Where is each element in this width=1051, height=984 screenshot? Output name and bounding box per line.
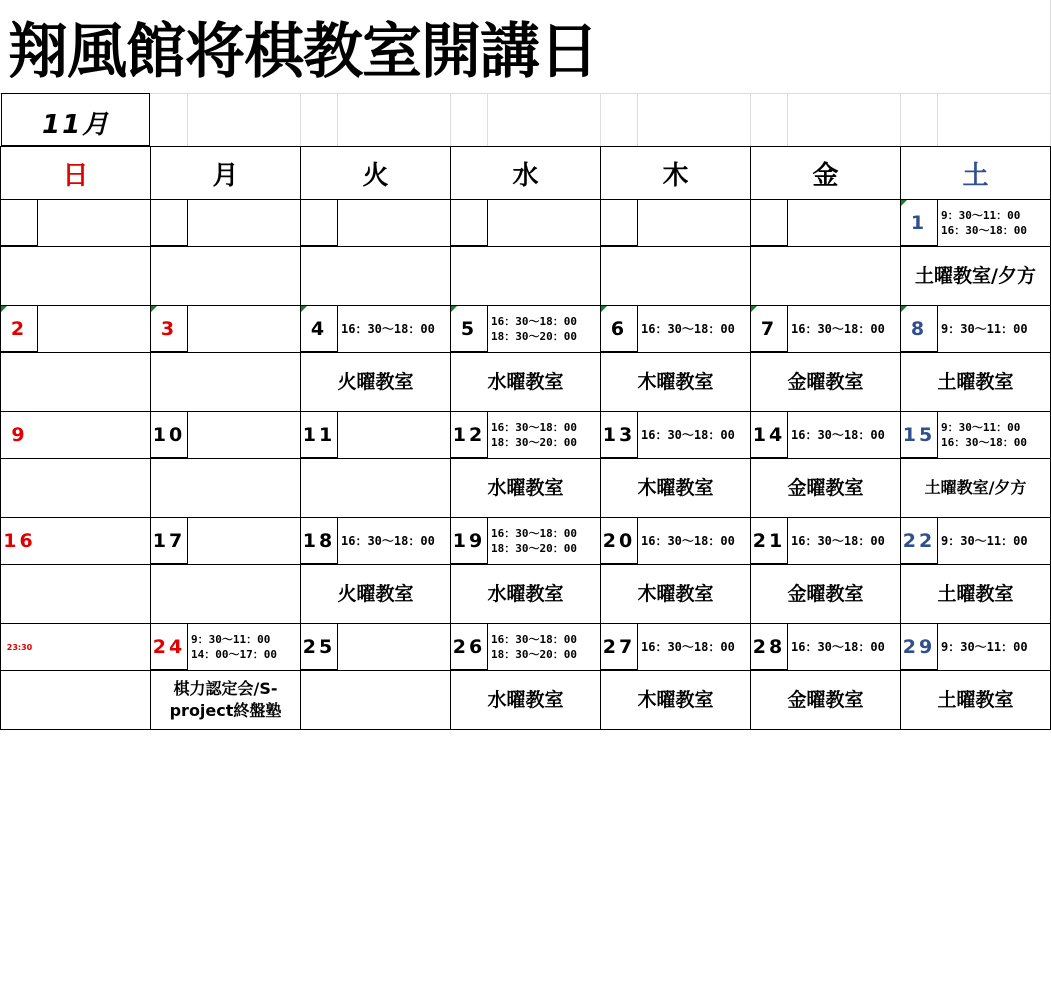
time-slots: [791, 518, 898, 564]
time-slot: 16：30～18：00: [491, 527, 577, 540]
day-cell: [150, 623, 301, 730]
time-slots: [941, 200, 1048, 246]
day-number: [1, 200, 38, 246]
day-number: 6: [601, 306, 638, 352]
day-number: 8: [901, 306, 938, 352]
time-slot: 16：30～18：00: [491, 315, 577, 328]
cell-divider: [151, 352, 300, 353]
cell-comment-marker: [1, 306, 7, 312]
day-number: 15: [901, 412, 938, 458]
time-slot: 16：30～18：00: [641, 427, 735, 442]
cell-divider: [151, 458, 300, 459]
day-number: 17: [151, 518, 188, 564]
time-slot: 18：30～20：00: [491, 436, 577, 449]
day-cell: [750, 411, 901, 518]
day-cell: [150, 199, 301, 306]
cell-divider: [301, 670, 450, 671]
time-slots: [791, 306, 898, 352]
day-cell: [450, 411, 601, 518]
time-slot: 16：30～18：00: [791, 321, 885, 336]
day-cell: [900, 305, 1051, 412]
weekday-header-thu: 木: [600, 146, 751, 200]
day-number: 19: [451, 518, 488, 564]
cell-divider: [151, 246, 300, 247]
class-label: 木曜教室: [637, 371, 714, 393]
cell-divider: [1, 458, 150, 459]
day-number: 12: [451, 412, 488, 458]
cell-comment-marker: [901, 200, 907, 206]
day-cell: [450, 517, 601, 624]
day-number: [301, 200, 338, 246]
day-cell: [900, 623, 1051, 730]
day-number: 27: [601, 624, 638, 670]
day-cell: [750, 199, 901, 306]
class-label: 金曜教室: [787, 583, 864, 605]
day-number: 7: [751, 306, 788, 352]
time-slots: [491, 518, 598, 564]
class-label: 火曜教室: [337, 371, 414, 393]
cell-comment-marker: [601, 306, 607, 312]
time-slots: [941, 412, 1048, 458]
time-slot: 18：30～20：00: [491, 542, 577, 555]
day-number: 21: [751, 518, 788, 564]
day-number: 20: [601, 518, 638, 564]
time-slot: 16：30～18：00: [341, 321, 435, 336]
day-cell: [300, 517, 451, 624]
day-cell: [450, 623, 601, 730]
time-slot: 9：30～11：00: [941, 639, 1028, 654]
day-number: 24: [151, 624, 188, 670]
day-cell: [0, 517, 151, 624]
time-slots: [491, 412, 598, 458]
time-slot: 16：30～18：00: [491, 633, 577, 646]
cell-divider: [301, 246, 450, 247]
day-cell: [600, 623, 751, 730]
day-cell: [600, 305, 751, 412]
day-cell: [0, 411, 151, 518]
time-slots: [641, 412, 748, 458]
day-number: 2: [1, 306, 38, 352]
time-slots: [641, 306, 748, 352]
day-cell: [150, 517, 301, 624]
day-cell: [600, 517, 751, 624]
class-label: 水曜教室: [487, 477, 564, 499]
time-slots: [341, 306, 448, 352]
day-cell: [900, 199, 1051, 306]
day-number: [601, 200, 638, 246]
cell-divider: [751, 246, 900, 247]
cell-comment-marker: [751, 306, 757, 312]
class-label: 火曜教室: [337, 583, 414, 605]
time-slots: [941, 624, 1048, 670]
day-number: 1: [901, 200, 938, 246]
day-number: 9: [11, 424, 28, 446]
class-label: 金曜教室: [787, 689, 864, 711]
class-label: 土曜教室/夕方: [924, 478, 1027, 497]
day-cell: [750, 623, 901, 730]
day-number: 14: [751, 412, 788, 458]
cell-divider: [1, 246, 150, 247]
day-cell: [150, 411, 301, 518]
day-cell: [0, 199, 151, 306]
time-slot: 16：30～18：00: [791, 639, 885, 654]
day-number: 22: [901, 518, 938, 564]
time-slots: [941, 518, 1048, 564]
time-slot: 16：30～18：00: [491, 421, 577, 434]
weekday-header-wed: 水: [450, 146, 601, 200]
cell-divider: [1, 670, 150, 671]
day-cell: [300, 199, 451, 306]
calendar-grid: [0, 146, 1051, 730]
weekday-header-mon: 月: [150, 146, 301, 200]
time-slot: 16：30～18：00: [941, 224, 1027, 237]
time-slot: 16：30～18：00: [791, 427, 885, 442]
day-cell: [0, 623, 151, 730]
day-cell: [900, 517, 1051, 624]
day-number: [451, 200, 488, 246]
time-slot: 9：30～11：00: [191, 633, 271, 646]
class-label: 水曜教室: [487, 371, 564, 393]
time-slots: [341, 518, 448, 564]
class-label: 金曜教室: [787, 371, 864, 393]
cell-divider: [451, 246, 600, 247]
day-cell: [150, 305, 301, 412]
class-label: 木曜教室: [637, 689, 714, 711]
day-number: [751, 200, 788, 246]
day-cell: [600, 199, 751, 306]
time-slot: 9：30～11：00: [941, 533, 1028, 548]
day-cell: [600, 411, 751, 518]
time-slots: [791, 624, 898, 670]
day-cell: [300, 305, 451, 412]
cell-divider: [601, 246, 750, 247]
cell-divider: [1, 564, 150, 565]
class-label: 棋力認定会/S-project終盤塾: [169, 679, 282, 720]
day-cell: [750, 305, 901, 412]
day-cell: [300, 623, 451, 730]
class-label: 土曜教室: [937, 583, 1014, 605]
cell-comment-marker: [301, 306, 307, 312]
time-slots: [491, 624, 598, 670]
time-slot: 9：30～11：00: [941, 421, 1021, 434]
day-number: 11: [301, 412, 338, 458]
class-label: 土曜教室: [937, 371, 1014, 393]
weekday-header-fri: 金: [750, 146, 901, 200]
day-number: 16: [3, 530, 36, 552]
cell-divider: [301, 458, 450, 459]
weekday-header-sat: 土: [900, 146, 1051, 200]
class-label: 金曜教室: [787, 477, 864, 499]
day-number: 5: [451, 306, 488, 352]
day-number: [151, 200, 188, 246]
time-slot: 16：30～18：00: [641, 533, 735, 548]
time-slots: [941, 306, 1048, 352]
time-slot: 9：30～11：00: [941, 209, 1021, 222]
time-slots: [191, 624, 298, 670]
time-slot: 16：30～18：00: [341, 533, 435, 548]
time-slot: 16：30～18：00: [641, 639, 735, 654]
class-label: 木曜教室: [637, 477, 714, 499]
class-label: 土曜教室/夕方: [915, 265, 1036, 287]
time-slot: 18：30～20：00: [491, 330, 577, 343]
class-label: 水曜教室: [487, 689, 564, 711]
time-slot: 14：00～17：00: [191, 648, 277, 661]
cell-comment-marker: [451, 306, 457, 312]
day-number: 23:30: [6, 642, 33, 652]
time-slot: 18：30～20：00: [491, 648, 577, 661]
weekday-header-tue: 火: [300, 146, 451, 200]
class-label: 水曜教室: [487, 583, 564, 605]
cell-divider: [1, 352, 150, 353]
day-cell: [300, 411, 451, 518]
day-number: 29: [901, 624, 938, 670]
time-slots: [641, 518, 748, 564]
cell-divider: [151, 564, 300, 565]
weekday-header-sun: 日: [0, 146, 151, 200]
cell-comment-marker: [151, 306, 157, 312]
day-number: 26: [451, 624, 488, 670]
day-number: 10: [151, 412, 188, 458]
day-number: 13: [601, 412, 638, 458]
time-slots: [641, 624, 748, 670]
cell-comment-marker: [901, 306, 907, 312]
class-label: 土曜教室: [937, 689, 1014, 711]
day-number: 25: [301, 624, 338, 670]
day-number: 3: [151, 306, 188, 352]
time-slots: [791, 412, 898, 458]
time-slot: 16：30～18：00: [791, 533, 885, 548]
day-cell: [0, 305, 151, 412]
day-cell: [450, 199, 601, 306]
day-number: 4: [301, 306, 338, 352]
time-slot: 16：30～18：00: [941, 436, 1027, 449]
month-label: 11月: [42, 110, 111, 140]
day-cell: [750, 517, 901, 624]
time-slot: 9：30～11：00: [941, 321, 1028, 336]
month-cell: [1, 93, 150, 146]
day-number: 28: [751, 624, 788, 670]
day-cell: [900, 411, 1051, 518]
time-slots: [491, 306, 598, 352]
time-slot: 16：30～18：00: [641, 321, 735, 336]
page-title: 翔風館将棋教室開講日: [8, 17, 598, 87]
day-cell: [450, 305, 601, 412]
day-number: 18: [301, 518, 338, 564]
class-label: 木曜教室: [637, 583, 714, 605]
